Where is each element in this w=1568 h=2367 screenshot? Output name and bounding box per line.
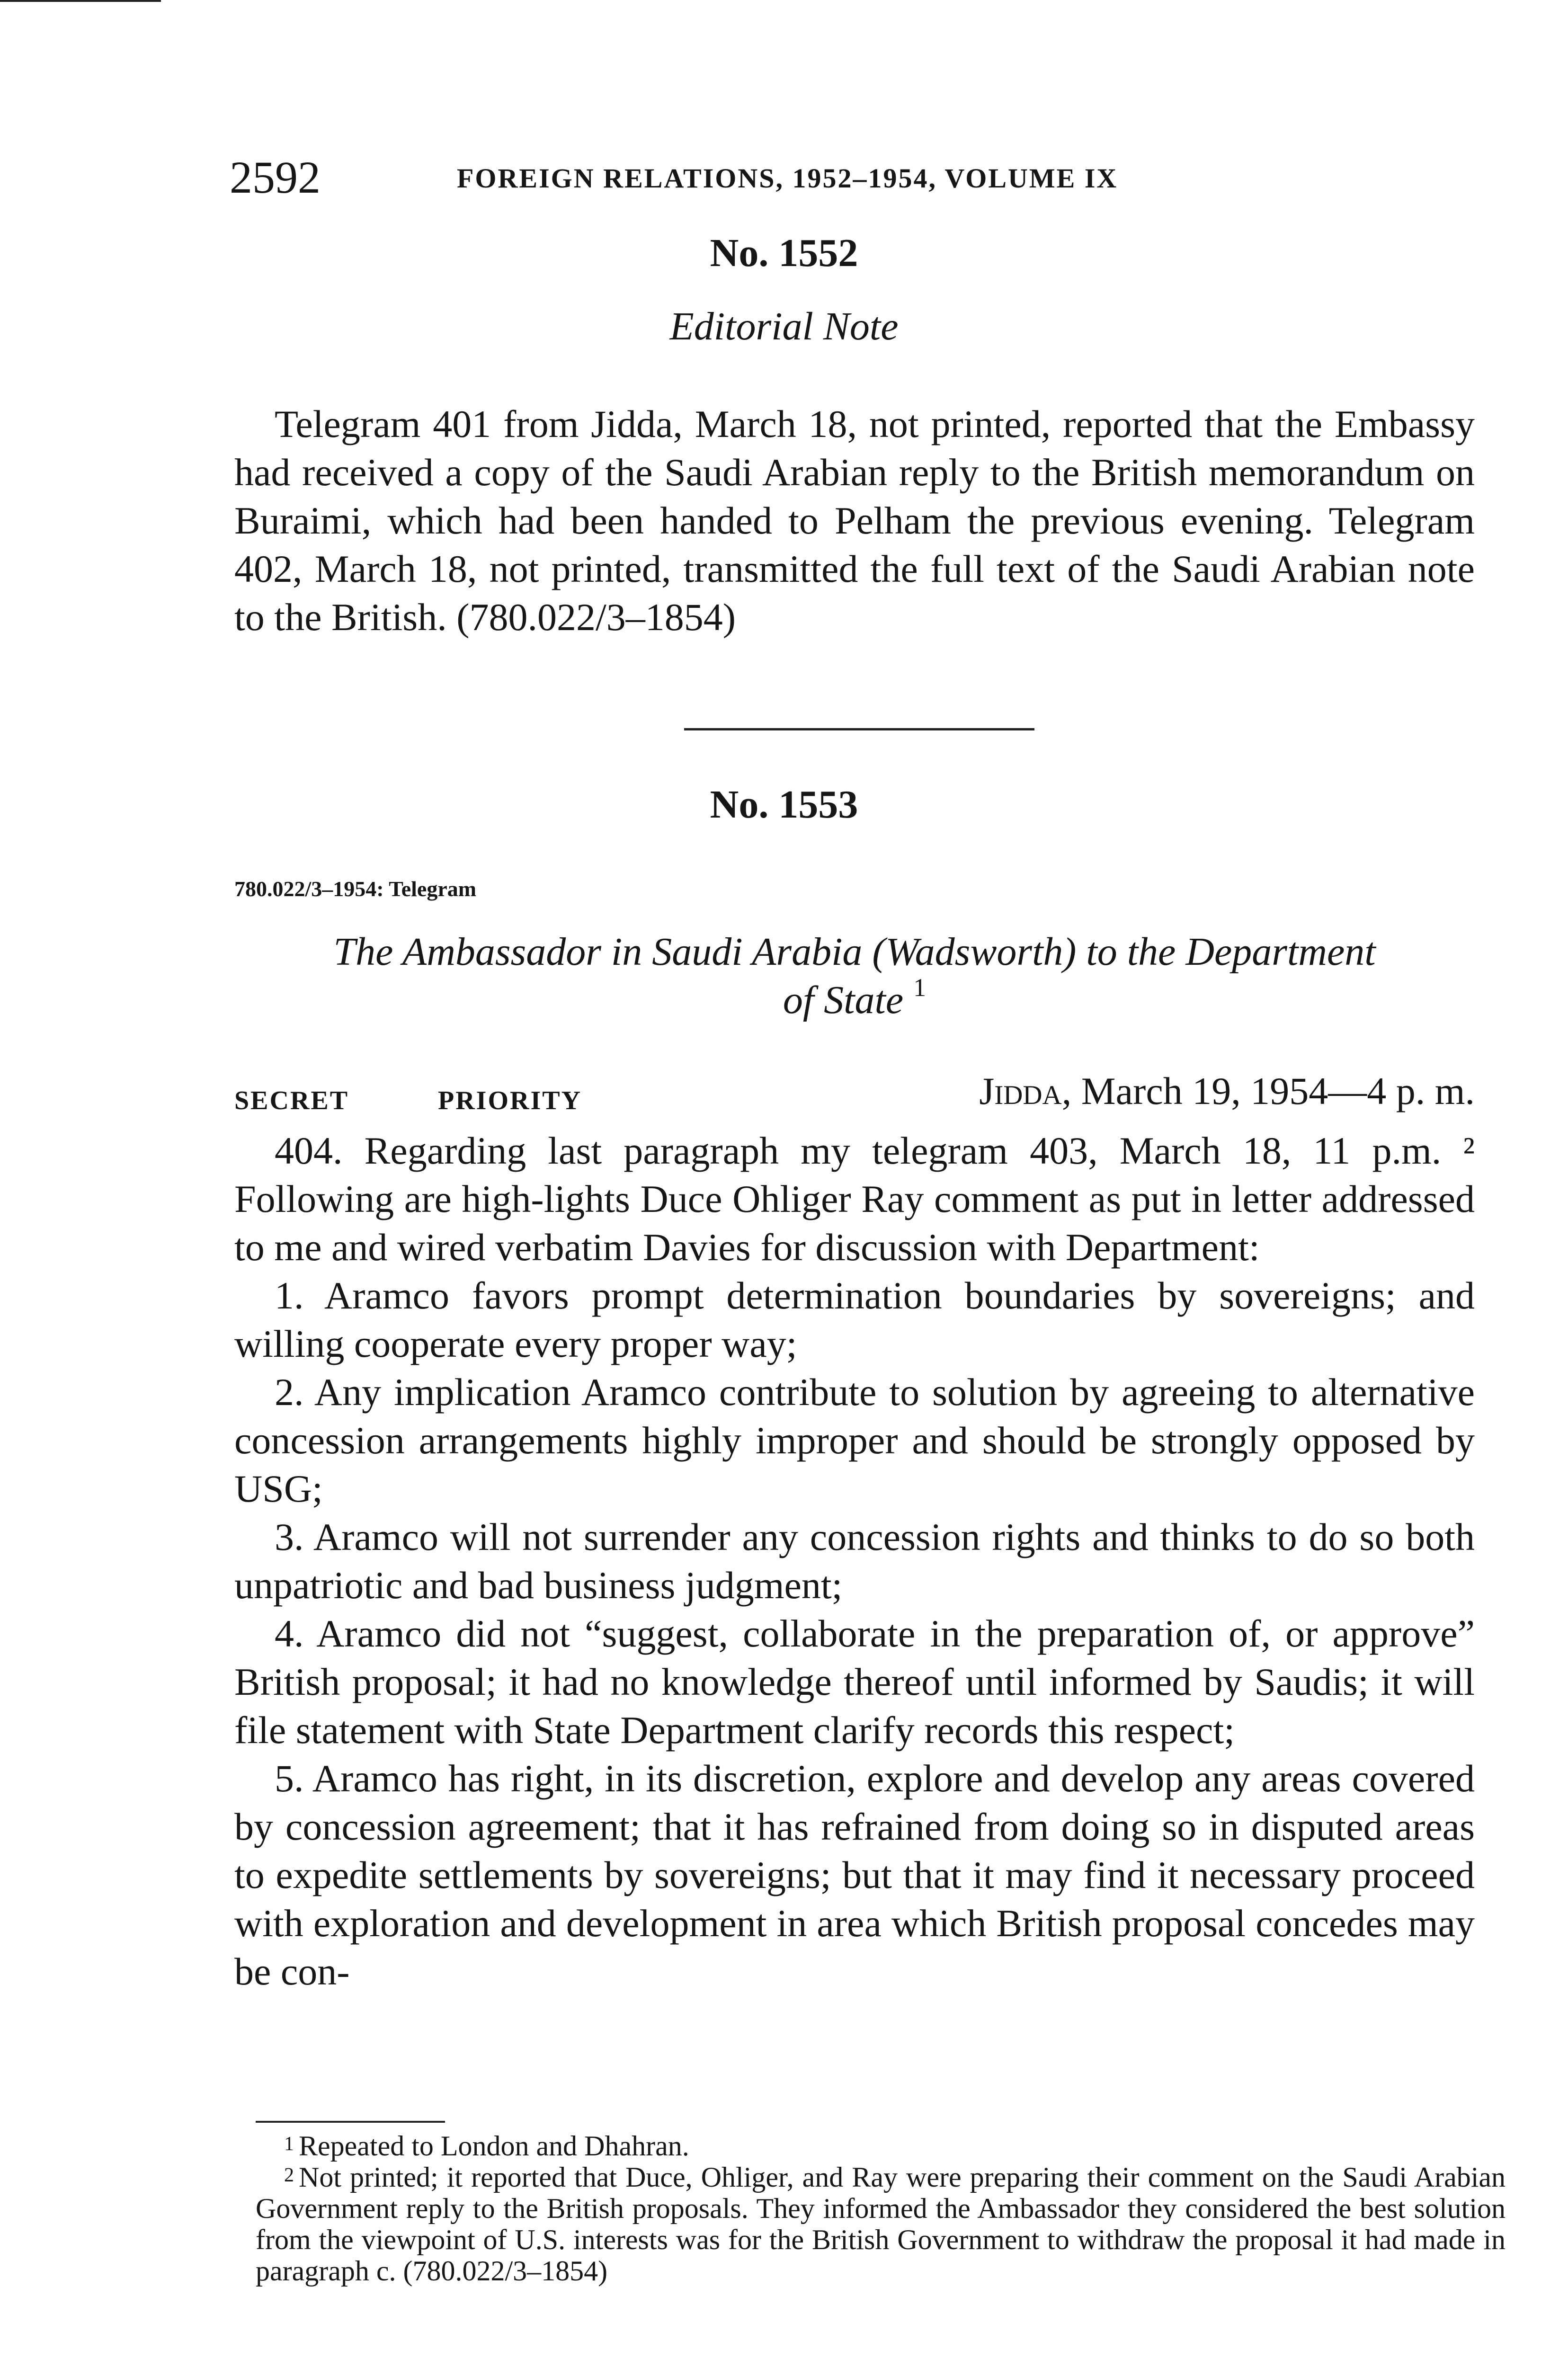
- page-number: 2592: [230, 152, 321, 203]
- top-edge-rule: [0, 0, 161, 2]
- footnote-1-text: Repeated to London and Dhahran.: [299, 2130, 689, 2162]
- telegram-point-1: 1. Aramco favors prompt determination boundaries by sovereigns; and willing cooperate every proper way;: [234, 1274, 1475, 1365]
- title-footnote-mark: 1: [913, 973, 927, 1002]
- footnote-2-mark: 2: [284, 2164, 294, 2186]
- running-head: [230, 151, 1508, 208]
- telegram-point-2: 2. Any implication Aramco contribute to solution by agreeing to alternative concession arrangements highly improper and should be strongly opposed by USG;: [234, 1370, 1475, 1510]
- editorial-note-body: Telegram 401 from Jidda, March 18, not printed, reported that the Embassy had received a copy of the Saudi Arabian reply to the British memorandum on Buraimi, which had been handed to Pelham the previous evening. Telegram 402, March 18, not printed, transmitted the full text of the Saudi Arabian note to the British. (780.022/3–1854): [234, 402, 1475, 639]
- dateline-date: March 19, 1954—4 p. m.: [1081, 1069, 1475, 1112]
- doc-1552-number: No. 1552: [710, 231, 858, 275]
- section-divider: [684, 728, 1034, 730]
- dateline-place: Jidda,: [979, 1069, 1072, 1112]
- priority-label: PRIORITY: [438, 1086, 582, 1115]
- telegram-point-4: 4. Aramco did not “suggest, collaborate in the preparation of, or approve” British proposal; it had no knowledge thereof until informed by Saudis; it will file statement with State Department clarify records this respect;: [234, 1612, 1475, 1752]
- footnote-1: [256, 2130, 1506, 2162]
- doc-1553-number: No. 1553: [710, 783, 858, 827]
- file-reference: 780.022/3–1954: Telegram: [234, 877, 477, 901]
- doc-1552-heading: Editorial Note: [669, 304, 899, 348]
- telegram-point-3: 3. Aramco will not surrender any concession rights and thinks to do so both unpatriotic and bad business judgment;: [234, 1515, 1475, 1607]
- footnote-2: [256, 2162, 1506, 2287]
- telegram-point-5: 5. Aramco has right, in its discretion, explore and develop any areas covered by concession agreement; that it has refrained from doing so in disputed areas to expedite settlements by sovereigns; but that it may find it necessary proceed with exploration and development in area which British proposal concedes may be con-: [234, 1757, 1475, 1993]
- footnote-2-text: Not printed; it reported that Duce, Ohliger, and Ray were preparing their comment on the Saudi Arabian Government reply to the British proposals. They informed the Ambassador they considered the best solution from the viewpoint of U.S. interests was for the British Government to withdraw the proposal it had made in paragraph c. (780.022/3–1854): [256, 2162, 1506, 2287]
- footnote-1-mark: 1: [284, 2133, 294, 2155]
- classification-label: SECRET: [234, 1086, 349, 1115]
- telegram-paragraph: 404. Regarding last paragraph my telegram 403, March 18, 11 p.m. ² Following are high-lights Duce Ohliger Ray comment as put in letter addressed to me and wired verbatim Davies for discussion with Department:: [234, 1129, 1475, 1269]
- running-head-title: FOREIGN RELATIONS, 1952–1954, VOLUME IX: [457, 163, 1118, 194]
- dateline: [909, 1068, 1475, 1115]
- telegram-body: [234, 1127, 1475, 1996]
- document-title-state: of State: [783, 978, 904, 1022]
- footnote-rule: [256, 2121, 445, 2123]
- footnotes: [256, 2130, 1506, 2287]
- document-title-line-1: The Ambassador in Saudi Arabia (Wadsworth) to the Department: [333, 930, 1376, 974]
- document-title-line-2: [234, 973, 1475, 1024]
